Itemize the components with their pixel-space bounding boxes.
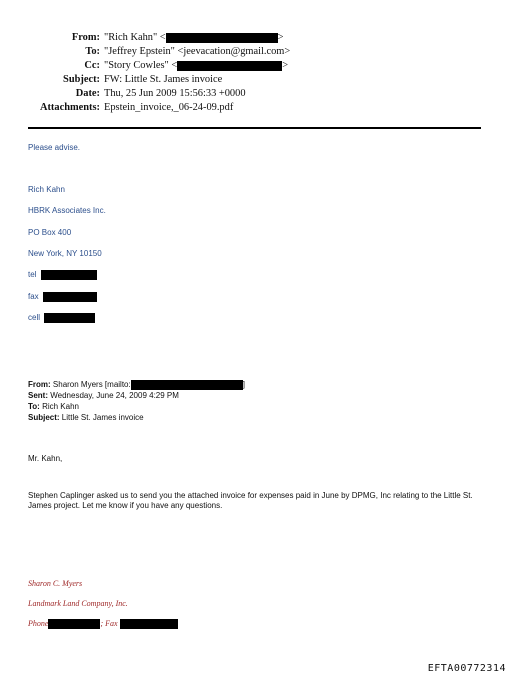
attachments-label: Attachments: — [39, 102, 100, 113]
header-subject-row — [0, 73, 512, 87]
cc-value: "Story Cowles" < — [104, 60, 178, 71]
reply-sig-tel — [28, 270, 97, 280]
fwd-body: Stephen Caplinger asked us to send you the attached invoice for expenses paid in June by DPMG, Inc relating to the Little St. James project. Let me know if you have any questions. — [28, 491, 473, 510]
redaction-box — [48, 619, 100, 629]
fwd-sent-row — [28, 391, 179, 401]
fwd-sig-phone-label: Phone — [28, 619, 49, 628]
redaction-box — [44, 313, 95, 323]
fwd-subject-value: Little St. James invoice — [61, 413, 144, 422]
document-id: EFTA00772314 — [427, 663, 506, 674]
reply-message: Please advise. — [28, 143, 81, 152]
redaction-box — [131, 380, 243, 390]
to-label: To: — [85, 46, 100, 57]
fwd-to-label: To: — [28, 402, 40, 411]
fwd-sent-value: Wednesday, June 24, 2009 4:29 PM — [50, 391, 179, 400]
fwd-from-value: Sharon Myers [mailto: — [52, 380, 131, 390]
header-divider — [28, 127, 481, 129]
reply-sig-address1: PO Box 400 — [28, 228, 72, 237]
redaction-box — [177, 61, 282, 71]
header-from-row — [0, 31, 512, 45]
reply-sig-fax — [28, 292, 97, 302]
date-value: Thu, 25 Jun 2009 15:56:33 +0000 — [104, 88, 246, 99]
to-value: "Jeffrey Epstein" <jeevacation@gmail.com> — [104, 46, 291, 57]
subject-value: FW: Little St. James invoice — [104, 74, 223, 85]
fwd-subject-row — [28, 413, 144, 423]
header-date-row — [0, 87, 512, 101]
fwd-sig-phone-row — [28, 619, 178, 629]
reply-sig-cell — [28, 313, 95, 323]
fwd-from-row — [28, 380, 245, 390]
date-label: Date: — [75, 88, 100, 99]
fwd-sig-fax-label: ; Fax — [100, 619, 118, 628]
fwd-from-close: ] — [242, 380, 245, 390]
redaction-box — [166, 33, 278, 43]
header-cc-row — [0, 59, 512, 73]
redaction-box — [41, 270, 97, 280]
from-label: From: — [71, 32, 100, 43]
redaction-box — [120, 619, 178, 629]
fax-label: fax — [28, 292, 39, 302]
header-attachments-row — [0, 101, 512, 115]
fwd-greeting: Mr. Kahn, — [28, 454, 63, 463]
reply-sig-company: HBRK Associates Inc. — [28, 206, 106, 215]
cc-label: Cc: — [84, 60, 100, 71]
fwd-sig-name: Sharon C. Myers — [28, 579, 83, 588]
fwd-sent-label: Sent: — [28, 391, 48, 400]
cell-label: cell — [28, 313, 41, 323]
from-close: > — [277, 32, 284, 43]
reply-sig-address2: New York, NY 10150 — [28, 249, 102, 258]
fwd-to-row — [28, 402, 79, 412]
header-to-row — [0, 45, 512, 59]
redaction-box — [43, 292, 97, 302]
subject-label: Subject: — [63, 74, 100, 85]
cc-close: > — [282, 60, 289, 71]
fwd-sig-company: Landmark Land Company, Inc. — [28, 599, 128, 608]
from-value: "Rich Kahn" < — [104, 32, 166, 43]
fwd-to-value: Rich Kahn — [42, 402, 79, 411]
reply-sig-name: Rich Kahn — [28, 185, 65, 194]
fwd-from-label: From: — [28, 380, 51, 390]
tel-label: tel — [28, 270, 37, 280]
fwd-subject-label: Subject: — [28, 413, 60, 422]
attachments-value[interactable]: Epstein_invoice,_06-24-09.pdf — [104, 102, 234, 113]
